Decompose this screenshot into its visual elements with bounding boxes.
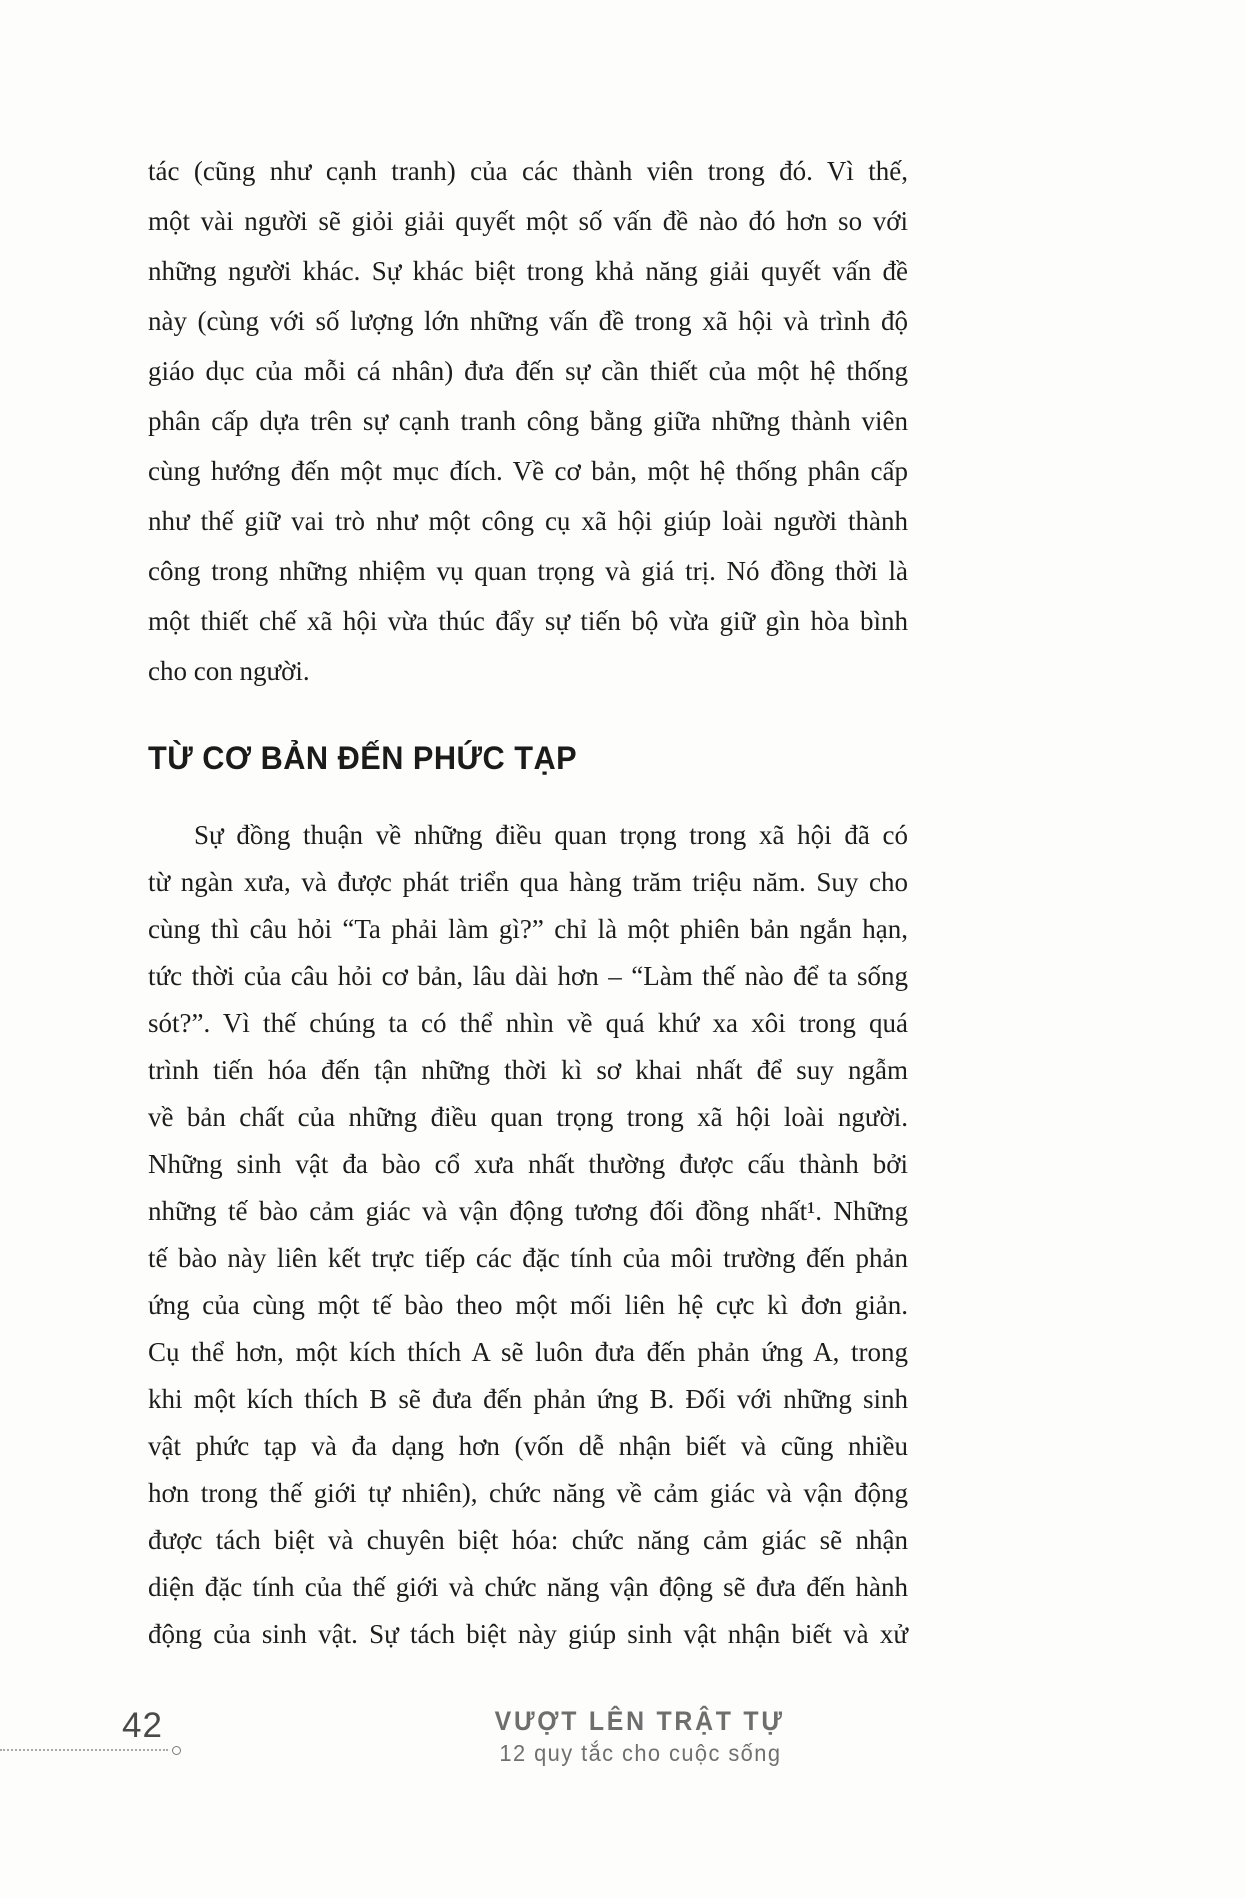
text-line: về bản chất của những điều quan trọng trong xã hội loài người.	[148, 1102, 908, 1132]
text-line: động của sinh vật. Sự tách biệt này giúp sinh vật nhận biết và xử	[148, 1619, 908, 1649]
page-number: 42	[122, 1706, 163, 1745]
text-line: trình tiến hóa đến tận những thời kì sơ khai nhất để suy ngẫm	[148, 1055, 908, 1085]
text-line: cho con người.	[148, 656, 310, 686]
text-line: sót?”. Vì thế chúng ta có thể nhìn về quá khứ xa xôi trong quá	[148, 1008, 908, 1038]
footer-dotted-line	[0, 1749, 168, 1751]
text-line: diện đặc tính của thế giới và chức năng vận động sẽ đưa đến hành	[148, 1572, 908, 1602]
footer-book-subtitle: 12 quy tắc cho cuộc sống	[498, 1740, 782, 1766]
text-line: ứng của cùng một tế bào theo một mối liên hệ cực kì đơn giản.	[148, 1290, 908, 1320]
text-line: từ ngàn xưa, và được phát triển qua hàng trăm triệu năm. Suy cho	[148, 867, 908, 897]
footer-ring-icon	[172, 1746, 181, 1755]
section-heading: TỪ CƠ BẢN ĐẾN PHỨC TẠP	[148, 740, 578, 776]
text-line: Cụ thể hơn, một kích thích A sẽ luôn đưa đến phản ứng A, trong	[148, 1337, 908, 1367]
text-line: khi một kích thích B sẽ đưa đến phản ứng B. Đối với những sinh	[148, 1384, 908, 1414]
text-line: cùng hướng đến một mục đích. Về cơ bản, một hệ thống phân cấp	[148, 456, 908, 486]
text-line: một vài người sẽ giỏi giải quyết một số vấn đề nào đó hơn so với	[148, 206, 908, 236]
text-line: công trong những nhiệm vụ quan trọng và giá trị. Nó đồng thời là	[148, 556, 908, 586]
text-line: cùng thì câu hỏi “Ta phải làm gì?” chỉ là một phiên bản ngắn hạn,	[148, 914, 908, 944]
text-line: như thế giữ vai trò như một công cụ xã hội giúp loài người thành	[148, 506, 908, 536]
text-line: một thiết chế xã hội vừa thúc đẩy sự tiến bộ vừa giữ gìn hòa bình	[148, 606, 908, 636]
text-line: những tế bào cảm giác và vận động tương đối đồng nhất¹. Những	[148, 1196, 908, 1226]
text-line: hơn trong thế giới tự nhiên), chức năng về cảm giác và vận động	[148, 1478, 908, 1508]
text-line: những người khác. Sự khác biệt trong khả năng giải quyết vấn đề	[148, 256, 908, 286]
text-line: vật phức tạp và đa dạng hơn (vốn dễ nhận biết và cũng nhiều	[148, 1431, 908, 1461]
text-line: giáo dục của mỗi cá nhân) đưa đến sự cần thiết của một hệ thống	[148, 356, 908, 386]
text-line: Sự đồng thuận về những điều quan trọng trong xã hội đã có	[194, 820, 908, 850]
text-line: phân cấp dựa trên sự cạnh tranh công bằng giữa những thành viên	[148, 406, 908, 436]
body-paragraph-2	[148, 812, 908, 1658]
text-line: được tách biệt và chuyên biệt hóa: chức năng cảm giác sẽ nhận	[148, 1525, 908, 1555]
text-line: tế bào này liên kết trực tiếp các đặc tính của môi trường đến phản	[148, 1243, 908, 1273]
text-line: tác (cũng như cạnh tranh) của các thành viên trong đó. Vì thế,	[148, 156, 908, 186]
footer-book-title: VƯỢT LÊN TRẬT TỰ	[494, 1706, 786, 1736]
text-line: Những sinh vật đa bào cổ xưa nhất thường được cấu thành bởi	[148, 1149, 908, 1179]
footer-title-block	[380, 1706, 900, 1767]
text-line: tức thời của câu hỏi cơ bản, lâu dài hơn – “Làm thế nào để ta sống	[148, 961, 908, 991]
text-line: này (cùng với số lượng lớn những vấn đề trong xã hội và trình độ	[148, 306, 908, 336]
body-paragraph-1	[148, 146, 908, 696]
